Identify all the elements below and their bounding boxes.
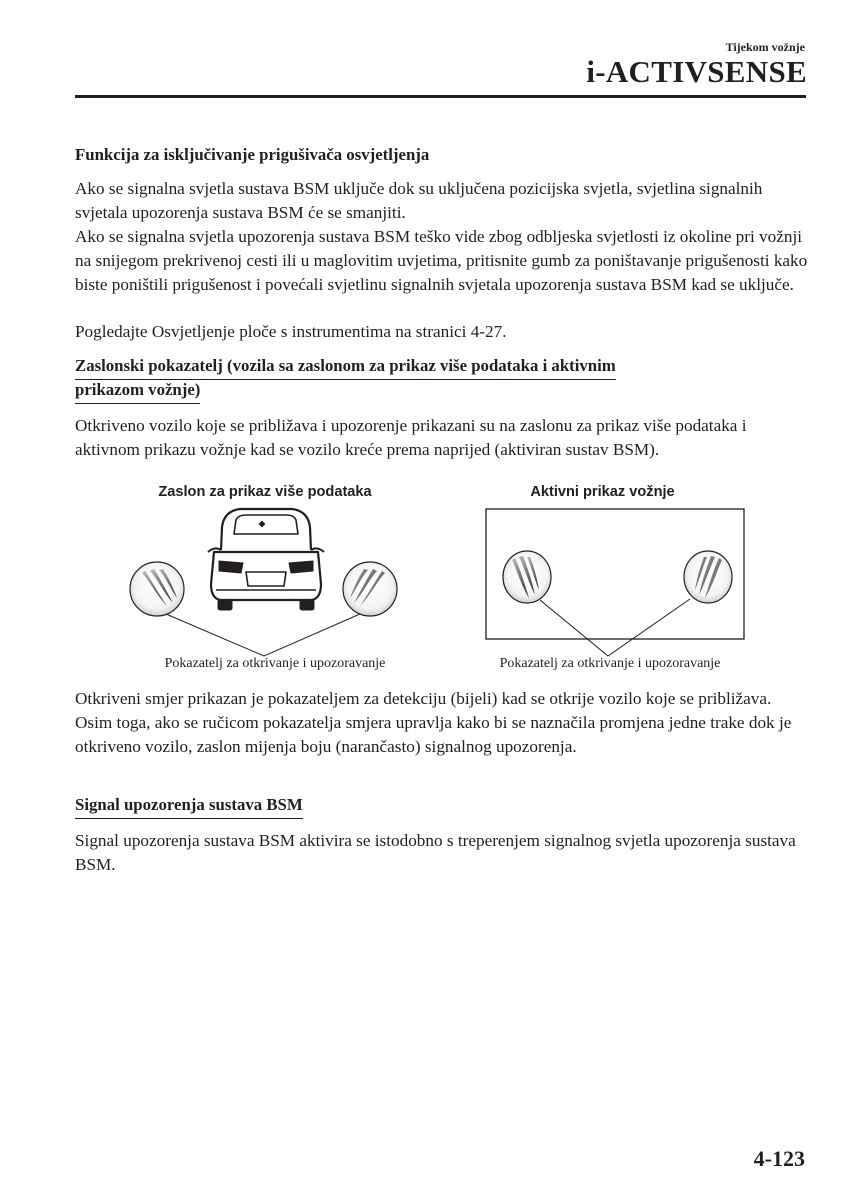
paragraph: Otkriveno vozilo koje se približava i upozorenje prikazani su na zaslonu za prikaz više podataka i aktivnom prikazu vožnje kad se vozilo kreće prema naprijed (aktiviran sustav BSM). [75, 416, 747, 459]
paragraph: Ako se signalna svjetla sustava BSM uključe dok su uključena pozicijska svjetla, svjetlina signalnih svjetala upozorenja sustava BSM će se smanjiti. [75, 179, 763, 222]
page-number: 4-123 [753, 1146, 805, 1171]
car-rear-icon [208, 509, 324, 610]
warning-indicator-icon [343, 562, 397, 616]
warning-indicator-icon [684, 551, 732, 603]
section-heading-display-indicator-line1: Zaslonski pokazatelj (vozila sa zaslonom za prikaz više podataka i aktivnim [75, 354, 616, 380]
warning-indicator-icon [503, 551, 551, 603]
section-heading-dimmer-cancel: Funkcija za isključivanje prigušivača osvjetljenja [75, 145, 430, 164]
running-header-title: i-ACTIVSENSE [586, 54, 807, 89]
section-heading-display-indicator-line2: prikazom vožnje) [75, 378, 200, 404]
figure-caption-left: Pokazatelj za otkrivanje i upozoravanje [164, 656, 386, 671]
paragraph: Otkriveni smjer prikazan je pokazateljem za detekciju (bijeli) kad se otkrije vozilo koje se približava. Osim toga, ako se ručicom pokazatelja smjera upravlja kako bi se naznačila promjena jedne trake dok je otkriveno vozilo, zaslon mijenja boju (narančasto) signalnog upozorenja. [75, 689, 792, 756]
paragraph: Ako se signalna svjetla upozorenja sustava BSM teško vide zbog odbljeska svjetlosti iz okoline pri vožnji na snijegom prekrivenoj cesti ili u maglovitim uvjetima, pritisnite gumb za poništavanje prigušenosti kako biste poništili prigušenost i povećali svjetlinu signalnih svjetala upozorenja sustava BSM kad se uključe. [75, 227, 808, 294]
figure-label-active-driving-display: Aktivni prikaz vožnje [530, 484, 675, 500]
figure-caption-right: Pokazatelj za otkrivanje i upozoravanje [499, 656, 721, 671]
callout-line [166, 614, 360, 656]
paragraph: Signal upozorenja sustava BSM aktivira se istodobno s treperenjem signalnog svjetla upozorenja sustava BSM. [75, 831, 796, 874]
warning-indicator-icon [130, 562, 184, 616]
figure-label-multi-info-display: Zaslon za prikaz više podataka [158, 484, 372, 500]
paragraph: Pogledajte Osvjetljenje ploče s instrumentima na stranici 4-27. [75, 322, 507, 341]
running-header-section: Tijekom vožnje [725, 40, 805, 54]
section-heading-bsm-warning-signal: Signal upozorenja sustava BSM [75, 793, 303, 819]
